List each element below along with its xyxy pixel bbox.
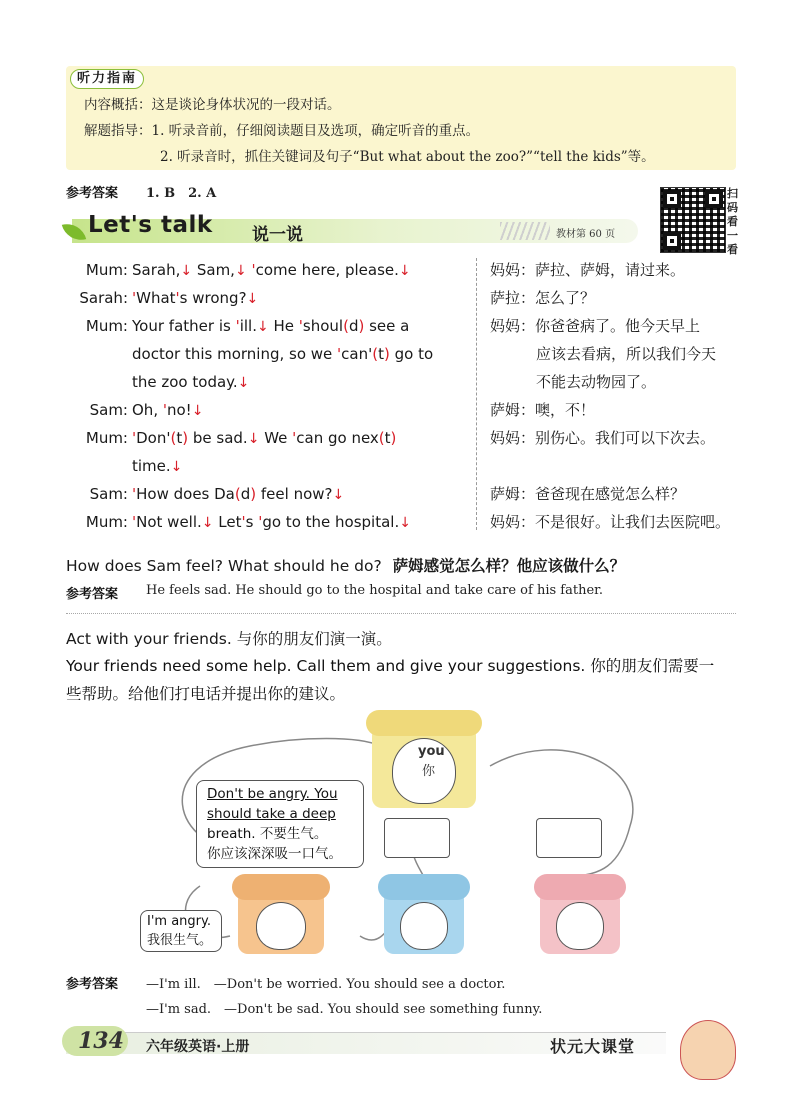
mascot-icon — [680, 1020, 736, 1080]
textbook-page-ref: 教材第 60 页 — [556, 229, 616, 240]
dialogue-speaker: Mum: — [85, 317, 128, 335]
answer-label-3: 参考答案 — [66, 977, 119, 992]
book-title: 六年级英语·上册 — [146, 1039, 250, 1055]
answer-3-line-2: —I'm sad. —Don't be sad. You should see something funny. — [146, 1002, 543, 1017]
guide-tip-1: 解题指导：1. 听录音前，仔细阅读题目及选项，确定听音的重点。 — [84, 123, 480, 139]
dialogue-line-en: 'What's wrong?↓ — [132, 289, 259, 307]
question-zh: 萨姆感觉怎么样？他应该做什么？ — [392, 557, 626, 575]
dialogue-line-en: Oh, 'no!↓ — [132, 401, 204, 419]
dialogue-line-zh: 应该去看病，所以我们今天 — [536, 345, 717, 363]
you-label-en: you — [418, 744, 445, 759]
dialogue-line-en: Sarah,↓ Sam,↓ 'come here, please.↓ — [132, 261, 411, 279]
answer-3-line-1: —I'm ill. —Don't be worried. You should see a doctor. — [146, 977, 506, 992]
bubble-line-4: 你应该深深吸一口气。 — [207, 846, 342, 862]
qr-caption: 扫码看一看 — [727, 187, 738, 256]
dialogue-line-zh: 萨姆：噢，不！ — [490, 401, 596, 419]
dialogue-line-en: 'Don'(t) be sad.↓ We 'can go nex(t) — [132, 429, 397, 447]
sad-friend-face — [556, 902, 604, 950]
dialogue-line-en: the zoo today.↓ — [132, 373, 250, 391]
section-subtitle: 说一说 — [252, 225, 303, 245]
dialogue — [60, 256, 740, 530]
dialogue-speaker: Mum: — [85, 513, 128, 531]
dialogue-line-zh: 萨拉：怎么了？ — [490, 289, 596, 307]
angry-bubble — [140, 910, 222, 952]
dialogue-line-en: time.↓ — [132, 457, 183, 475]
you-label-zh: 你 — [422, 764, 436, 779]
dialogue-line-zh: 不能去动物园了。 — [536, 373, 657, 391]
answer-text: 1. B 2. A — [146, 186, 217, 201]
dialogue-line-zh: 妈妈：别伤心。我们可以下次去。 — [490, 429, 716, 447]
dialogue-line-en: doctor this morning, so we 'can'(t) go to — [132, 345, 434, 363]
angry-friend-face — [256, 902, 306, 950]
ill-friend-face — [400, 902, 448, 950]
phone-left — [238, 884, 324, 954]
answer-text-2: He feels sad. He should go to the hospital and take care of his father. — [146, 583, 604, 598]
dialogue-line-zh: 妈妈：不是很好。让我们去医院吧。 — [490, 513, 731, 531]
suggestion-bubble — [196, 780, 364, 868]
page-number: 134 — [78, 1028, 124, 1054]
qr-code[interactable] — [660, 187, 726, 253]
dialogue-divider — [476, 258, 477, 530]
dialogue-line-zh: 萨姆：爸爸现在感觉怎么样？ — [490, 485, 686, 503]
activity-instruction — [66, 627, 392, 649]
bubble-line-1: Don't be angry. You — [207, 786, 338, 802]
activity-task-cont: 些帮助。给他们打电话并提出你的建议。 — [66, 685, 346, 703]
dialogue-line-en: 'Not well.↓ Let's 'go to the hospital.↓ — [132, 513, 411, 531]
listening-guide-badge: 听力指南 — [70, 69, 144, 89]
dialogue-line-zh: 妈妈：你爸爸病了。他今天早上 — [490, 317, 701, 335]
phone-right — [540, 884, 620, 954]
dialogue-speaker: Sarah: — [79, 289, 128, 307]
dialogue-speaker: Sam: — [89, 401, 128, 419]
answer-label: 参考答案 — [66, 186, 119, 201]
dialogue-speaker: Mum: — [85, 429, 128, 447]
answer-blank-2[interactable] — [536, 818, 602, 858]
activity-en: Act with your friends. — [66, 630, 232, 648]
dialogue-speaker: Mum: — [85, 261, 128, 279]
bubble-line-2: should take a deep — [207, 806, 336, 822]
activity-zh: 与你的朋友们演一演。 — [236, 630, 392, 648]
activity-task — [66, 654, 714, 676]
dialogue-line-en: Your father is 'ill.↓ He 'shoul(d) see a — [132, 317, 410, 335]
bubble-line-3: breath. 不要生气。 — [207, 826, 328, 842]
task-zh: 你的朋友们需要一 — [590, 657, 715, 675]
section-separator — [66, 613, 736, 614]
comprehension-question — [66, 554, 625, 576]
answer-label-2: 参考答案 — [66, 587, 119, 602]
dialogue-line-zh: 妈妈：萨拉、萨姆，请过来。 — [490, 261, 686, 279]
angry-bubble-en: I'm angry. — [147, 914, 211, 929]
brand-name: 状元大课堂 — [550, 1037, 636, 1056]
dialogue-speaker: Sam: — [89, 485, 128, 503]
section-title: Let's talk — [88, 212, 213, 238]
guide-tip-2: 2. 听录音时，抓住关键词及句子“But what about the zoo?”“tell the kids”等。 — [160, 149, 655, 165]
banner-stripes — [500, 222, 550, 240]
guide-summary: 内容概括：这是谈论身体状况的一段对话。 — [84, 97, 341, 113]
question-en: How does Sam feel? What should he do? — [66, 557, 382, 575]
phone-middle — [384, 884, 464, 954]
phone-top — [372, 720, 476, 808]
answer-blank-1[interactable] — [384, 818, 450, 858]
angry-bubble-zh: 我很生气。 — [147, 933, 213, 948]
dialogue-line-en: 'How does Da(d) feel now?↓ — [132, 485, 345, 503]
task-en: Your friends need some help. Call them and give your suggestions. — [66, 657, 586, 675]
